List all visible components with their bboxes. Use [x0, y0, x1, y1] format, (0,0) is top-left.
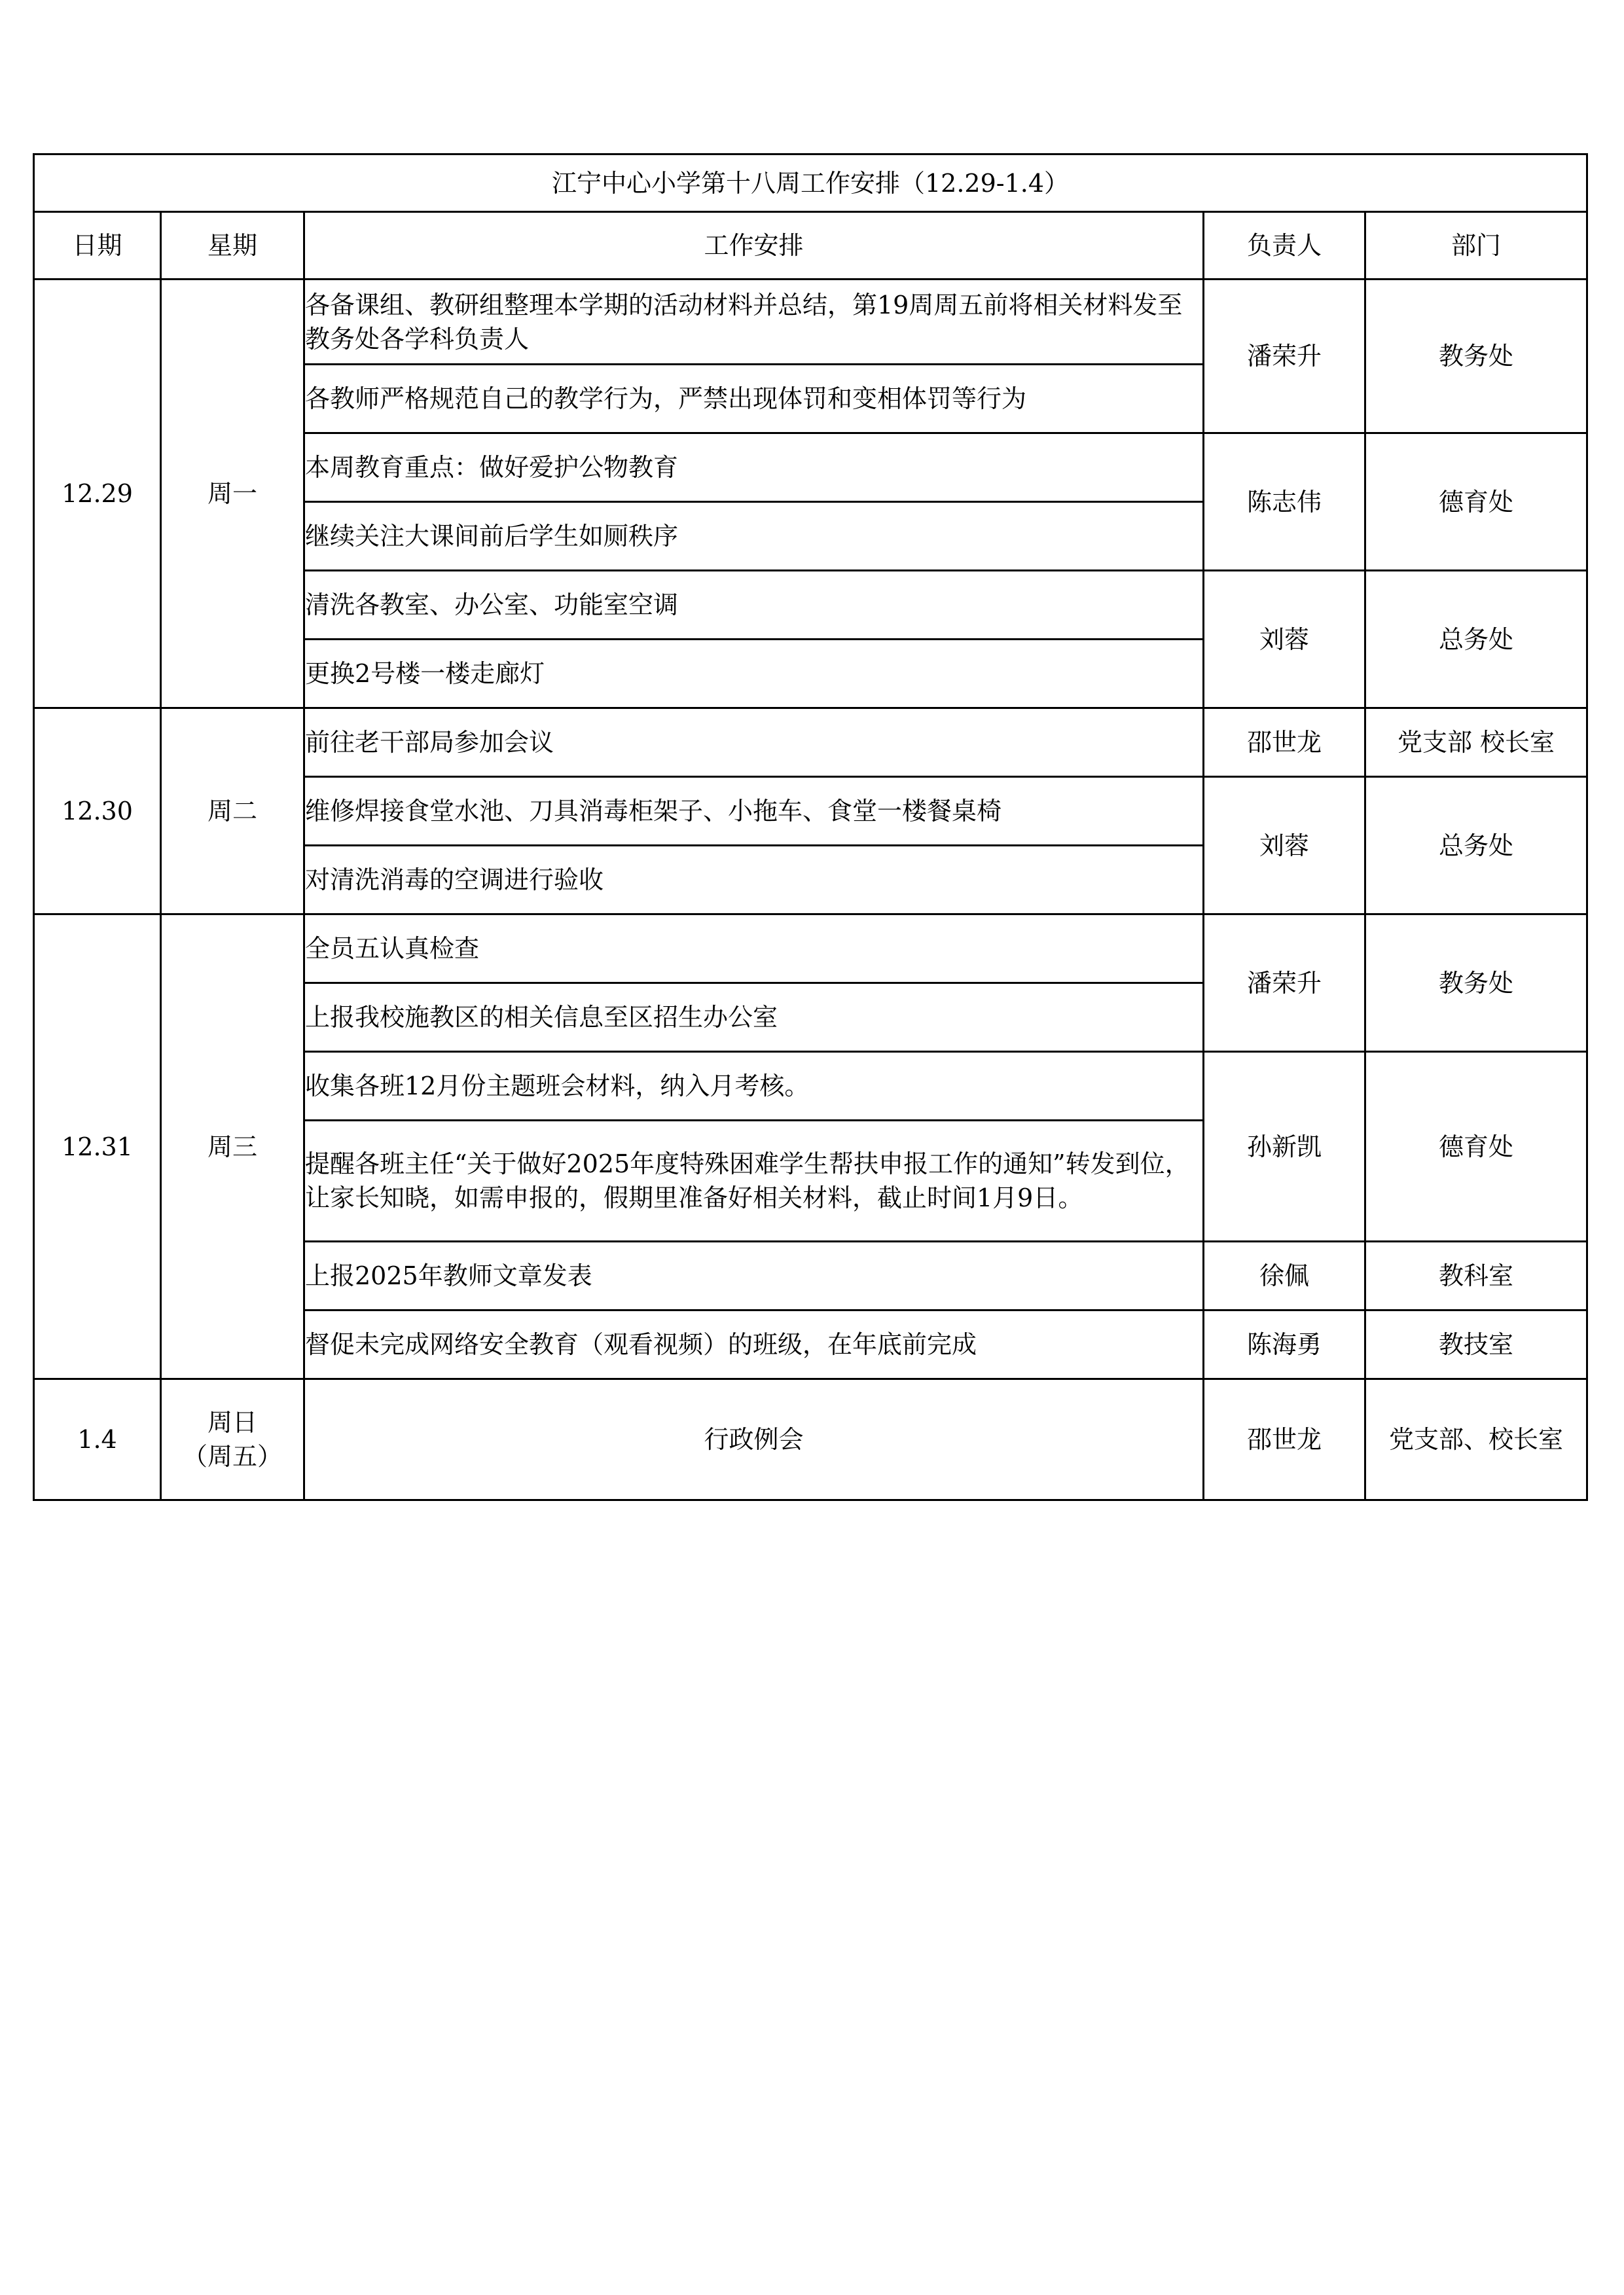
- weekday-note: （周五）: [182, 1442, 282, 1471]
- dept-cell: 总务处: [1365, 777, 1587, 914]
- task-cell: 对清洗消毒的空调进行验收: [304, 846, 1204, 914]
- table-row: [34, 914, 1587, 983]
- person-cell: 徐佩: [1204, 1242, 1365, 1310]
- task-cell: 督促未完成网络安全教育（观看视频）的班级，在年底前完成: [304, 1310, 1204, 1379]
- person-cell: 陈海勇: [1204, 1310, 1365, 1379]
- person-cell: 邵世龙: [1204, 708, 1365, 777]
- weekday-cell: 周一: [161, 280, 304, 708]
- dept-cell: 教技室: [1365, 1310, 1587, 1379]
- dept-cell: 教务处: [1365, 914, 1587, 1052]
- dept-cell: 党支部 校长室: [1365, 708, 1587, 777]
- person-cell: 潘荣升: [1204, 914, 1365, 1052]
- header-row: [34, 212, 1587, 280]
- task-cell: 收集各班12月份主题班会材料，纳入月考核。: [304, 1052, 1204, 1121]
- schedule-table: [33, 153, 1588, 1501]
- date-cell: 12.31: [34, 914, 161, 1379]
- date-cell: 12.29: [34, 280, 161, 708]
- dept-cell: 教科室: [1365, 1242, 1587, 1310]
- task-cell: 前往老干部局参加会议: [304, 708, 1204, 777]
- table-row: [34, 280, 1587, 365]
- task-cell: 提醒各班主任“关于做好2025年度特殊困难学生帮扶申报工作的通知”转发到位，让家长知晓，如需申报的，假期里准备好相关材料，截止时间1月9日。: [304, 1121, 1204, 1242]
- header-date: 日期: [34, 212, 161, 280]
- header-task: 工作安排: [304, 212, 1204, 280]
- person-cell: 刘蓉: [1204, 777, 1365, 914]
- task-cell: 各教师严格规范自己的教学行为，严禁出现体罚和变相体罚等行为: [304, 365, 1204, 433]
- dept-cell: 教务处: [1365, 280, 1587, 433]
- title-row: [34, 154, 1587, 212]
- task-cell: 上报2025年教师文章发表: [304, 1242, 1204, 1310]
- dept-cell: 德育处: [1365, 1052, 1587, 1242]
- task-cell: 更换2号楼一楼走廊灯: [304, 640, 1204, 708]
- date-cell: 12.30: [34, 708, 161, 914]
- task-cell: 全员五认真检查: [304, 914, 1204, 983]
- person-cell: 孙新凯: [1204, 1052, 1365, 1242]
- task-cell: 行政例会: [304, 1379, 1204, 1500]
- task-cell: 本周教育重点：做好爱护公物教育: [304, 433, 1204, 502]
- person-cell: 刘蓉: [1204, 571, 1365, 708]
- table-row: [34, 708, 1587, 777]
- header-dept: 部门: [1365, 212, 1587, 280]
- header-weekday: 星期: [161, 212, 304, 280]
- weekday-cell: 周三: [161, 914, 304, 1379]
- header-person: 负责人: [1204, 212, 1365, 280]
- task-cell: 各备课组、教研组整理本学期的活动材料并总结，第19周周五前将相关材料发至教务处各学科负责人: [304, 280, 1204, 365]
- date-cell: 1.4: [34, 1379, 161, 1500]
- table-row: [34, 1379, 1587, 1500]
- weekday-cell: [161, 1379, 304, 1500]
- person-cell: 陈志伟: [1204, 433, 1365, 571]
- person-cell: 潘荣升: [1204, 280, 1365, 433]
- page-title: 江宁中心小学第十八周工作安排（12.29-1.4）: [34, 154, 1587, 212]
- weekday-cell: 周二: [161, 708, 304, 914]
- dept-cell: 德育处: [1365, 433, 1587, 571]
- task-cell: 维修焊接食堂水池、刀具消毒柜架子、小拖车、食堂一楼餐桌椅: [304, 777, 1204, 846]
- task-cell: 上报我校施教区的相关信息至区招生办公室: [304, 983, 1204, 1052]
- dept-cell: 党支部、校长室: [1365, 1379, 1587, 1500]
- task-cell: 清洗各教室、办公室、功能室空调: [304, 571, 1204, 640]
- dept-cell: 总务处: [1365, 571, 1587, 708]
- task-cell: 继续关注大课间前后学生如厕秩序: [304, 502, 1204, 571]
- person-cell: 邵世龙: [1204, 1379, 1365, 1500]
- weekday-label: 周日: [207, 1408, 257, 1437]
